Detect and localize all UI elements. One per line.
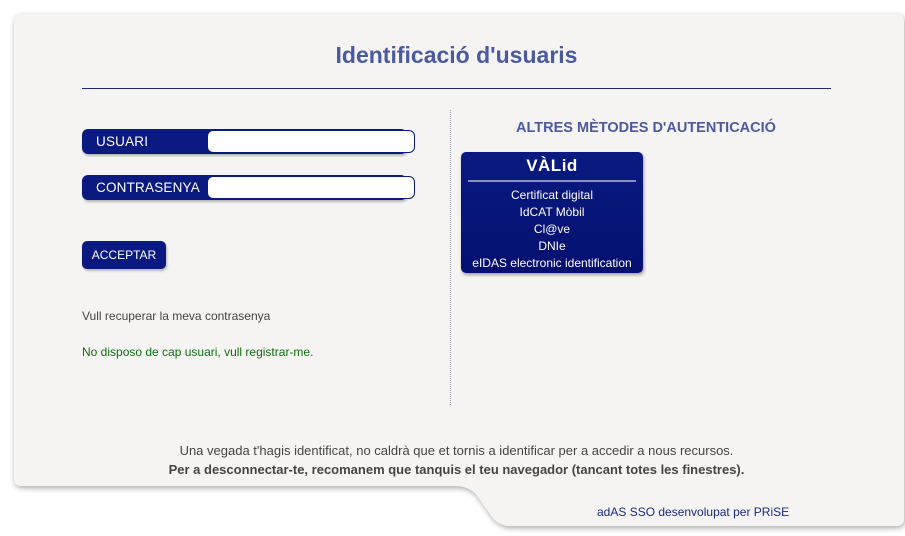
username-label: USUARI	[96, 134, 149, 149]
valid-brand-divider	[468, 180, 636, 182]
other-methods-title: ALTRES MÈTODES D'AUTENTICACIÓ	[516, 120, 776, 136]
password-field	[82, 175, 407, 200]
page-title: Identificació d'usuaris	[335, 42, 578, 68]
method-dnie[interactable]: DNIe	[538, 239, 566, 253]
password-label: CONTRASENYA	[96, 180, 200, 195]
title-divider	[82, 88, 831, 89]
credit-text: adAS SSO desenvolupat per PRiSE	[597, 505, 790, 519]
recover-password-link[interactable]: Vull recuperar la meva contrasenya	[82, 309, 271, 323]
accept-button[interactable]: ACCEPTAR	[82, 241, 166, 269]
method-idcat-mobil[interactable]: IdCAT Mòbil	[519, 205, 585, 219]
method-clave[interactable]: Cl@ve	[533, 222, 571, 236]
password-input[interactable]	[207, 176, 415, 199]
valid-auth-box	[461, 152, 643, 273]
method-eidas[interactable]: eIDAS electronic identification	[472, 256, 632, 270]
username-input[interactable]	[207, 130, 415, 153]
footer-info: Una vegada t'hagis identificat, no caldrà que et tornis a identificar per a accedir a nous recursos.	[179, 443, 734, 458]
footer-logout-advice: Per a desconnectar-te, recomanem que tanquis el teu navegador (tancant totes les finestres).	[168, 462, 745, 477]
username-field	[82, 129, 407, 154]
method-digital-certificate[interactable]: Certificat digital	[510, 188, 594, 202]
valid-brand: VÀLid	[526, 156, 578, 175]
column-divider	[450, 110, 451, 405]
register-link[interactable]: No disposo de cap usuari, vull registrar-me.	[82, 345, 314, 359]
